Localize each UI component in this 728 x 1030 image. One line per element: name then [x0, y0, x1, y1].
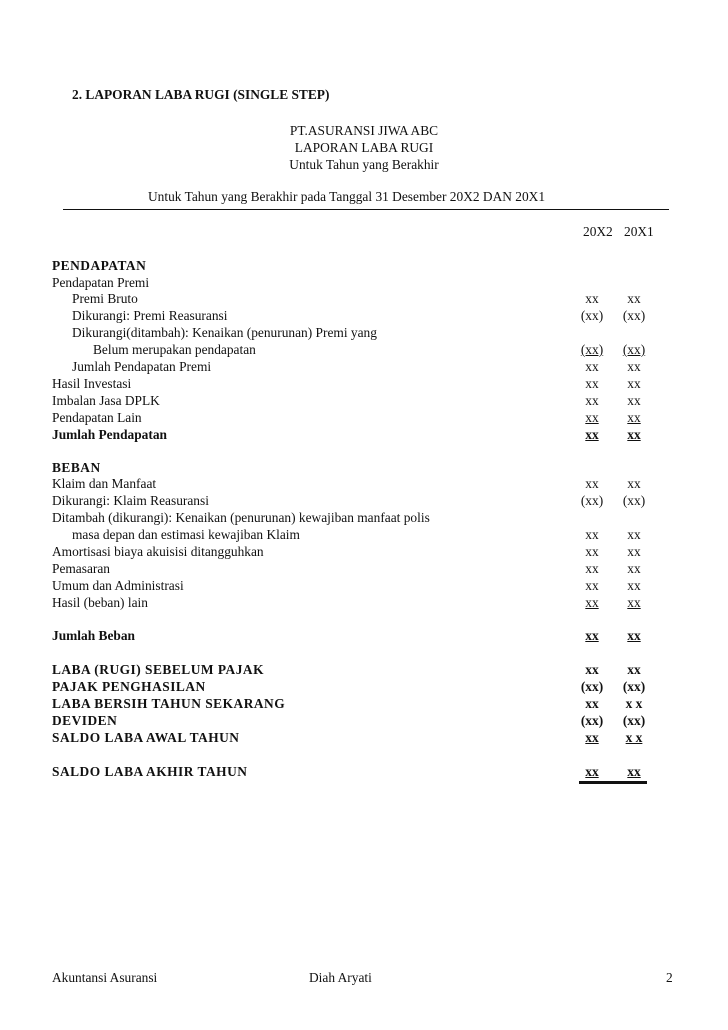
footer-course: Akuntansi Asuransi [52, 970, 158, 985]
row-value-20x1: xx [627, 427, 641, 442]
row-label: SALDO LABA AWAL TAHUN [52, 730, 240, 745]
row-label: Dikurangi: Premi Reasuransi [72, 308, 228, 323]
row-label: Hasil (beban) lain [52, 595, 148, 610]
row-value-20x1: xx [627, 561, 641, 576]
row-value-20x2: xx [585, 359, 599, 374]
row-value-20x1: (xx) [622, 308, 646, 323]
row-value-20x2: xx [585, 561, 599, 576]
row-label: masa depan dan estimasi kewajiban Klaim [72, 527, 300, 542]
company-name: PT.ASURANSI JIWA ABC [289, 123, 439, 138]
row-value-20x2: (xx) [580, 713, 604, 728]
row-label: Jumlah Beban [52, 628, 135, 643]
row-value-20x1: xx [627, 359, 641, 374]
row-value-20x1: xx [627, 393, 641, 408]
period-full: Untuk Tahun yang Berakhir pada Tanggal 31 Desember 20X2 DAN 20X1 [148, 189, 546, 204]
row-value-20x1: xx [627, 544, 641, 559]
row-value-20x2: xx [585, 476, 599, 491]
column-header-20x1: 20X1 [624, 224, 654, 239]
row-value-20x2: xx [585, 662, 599, 677]
column-header-20x2: 20X2 [583, 224, 613, 239]
row-value-20x1: x x [625, 696, 643, 711]
row-label: LABA BERSIH TAHUN SEKARANG [52, 696, 286, 711]
row-label: Pendapatan Premi [52, 275, 150, 290]
row-label: Belum merupakan pendapatan [93, 342, 256, 357]
row-label: Hasil Investasi [52, 376, 132, 391]
row-value-20x2: xx [585, 291, 599, 306]
page-number: 2 [666, 970, 673, 985]
row-value-20x2: xx [585, 578, 599, 593]
total-double-underline [579, 781, 647, 784]
row-value-20x2: xx [585, 410, 599, 425]
row-value-20x1: xx [627, 527, 641, 542]
row-label: Ditambah (dikurangi): Kenaikan (penurunan) kewajiban manfaat polis [52, 510, 430, 525]
row-value-20x1: xx [627, 476, 641, 491]
row-value-20x1: (xx) [622, 342, 646, 357]
period-short: Untuk Tahun yang Berakhir [289, 157, 439, 172]
row-value-20x1: xx [627, 662, 641, 677]
row-value-20x2: xx [585, 527, 599, 542]
row-value-20x1: xx [627, 410, 641, 425]
row-value-20x2: (xx) [580, 493, 604, 508]
row-label: Amortisasi biaya akuisisi ditangguhkan [52, 544, 264, 559]
row-label: Jumlah Pendapatan [52, 427, 167, 442]
row-label: Dikurangi: Klaim Reasuransi [52, 493, 209, 508]
row-value-20x1: xx [627, 764, 641, 779]
row-value-20x1: xx [627, 595, 641, 610]
row-label: Imbalan Jasa DPLK [52, 393, 160, 408]
row-value-20x1: (xx) [622, 713, 646, 728]
footer-author: Diah Aryati [309, 970, 372, 985]
row-value-20x2: xx [585, 764, 599, 779]
row-value-20x1: xx [627, 628, 641, 643]
section-title: 2. LAPORAN LABA RUGI (SINGLE STEP) [72, 87, 330, 102]
row-label: SALDO LABA AKHIR TAHUN [52, 764, 248, 779]
row-label: Pemasaran [52, 561, 111, 576]
row-label: PENDAPATAN [52, 258, 147, 273]
row-value-20x2: xx [585, 376, 599, 391]
row-label: Umum dan Administrasi [52, 578, 184, 593]
row-value-20x2: xx [585, 544, 599, 559]
row-value-20x1: x x [625, 730, 643, 745]
header-rule [63, 209, 669, 210]
row-value-20x2: (xx) [580, 679, 604, 694]
row-value-20x2: xx [585, 595, 599, 610]
report-name: LAPORAN LABA RUGI [294, 140, 434, 155]
row-label: Dikurangi(ditambah): Kenaikan (penurunan) Premi yang [72, 325, 377, 340]
row-label: BEBAN [52, 460, 101, 475]
row-value-20x2: xx [585, 730, 599, 745]
row-label: Pendapatan Lain [52, 410, 142, 425]
row-value-20x1: xx [627, 291, 641, 306]
row-value-20x2: xx [585, 427, 599, 442]
row-value-20x1: xx [627, 578, 641, 593]
row-label: Premi Bruto [72, 291, 138, 306]
row-value-20x2: xx [585, 393, 599, 408]
row-value-20x1: (xx) [622, 679, 646, 694]
row-label: Jumlah Pendapatan Premi [72, 359, 212, 374]
row-value-20x2: (xx) [580, 308, 604, 323]
row-label: DEVIDEN [52, 713, 118, 728]
row-label: PAJAK PENGHASILAN [52, 679, 206, 694]
row-label: Klaim dan Manfaat [52, 476, 157, 491]
row-label: LABA (RUGI) SEBELUM PAJAK [52, 662, 265, 677]
row-value-20x2: (xx) [580, 342, 604, 357]
row-value-20x1: (xx) [622, 493, 646, 508]
row-value-20x2: xx [585, 696, 599, 711]
row-value-20x2: xx [585, 628, 599, 643]
row-value-20x1: xx [627, 376, 641, 391]
